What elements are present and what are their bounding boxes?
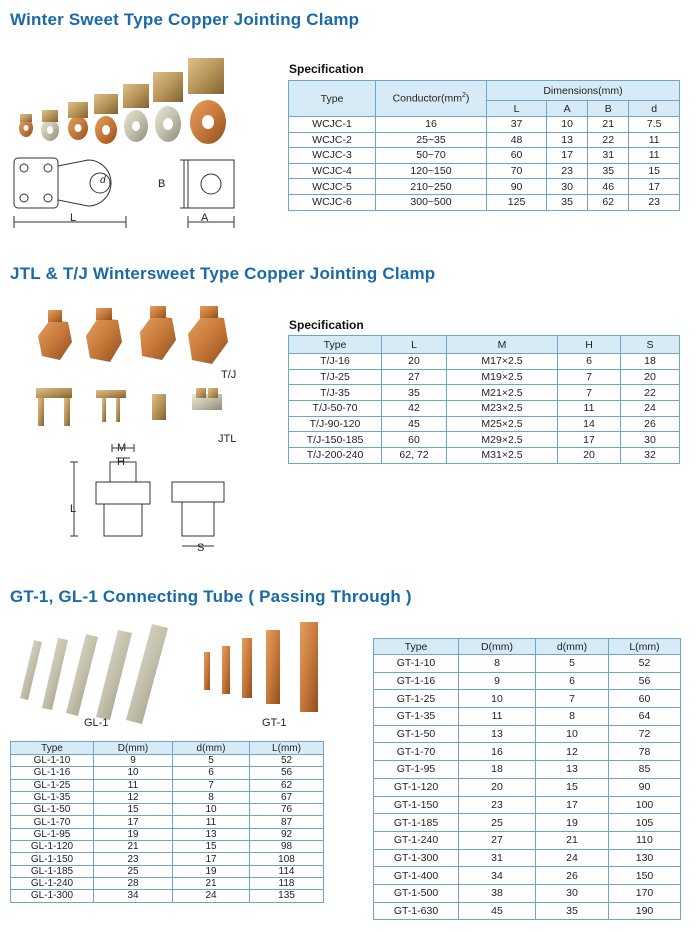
table-row [374,743,681,761]
table-cell: 90 [609,778,681,796]
table-cell: 23 [94,853,173,865]
table-row [289,416,680,432]
header-m: M [447,336,558,354]
drawing-label-b: B [158,178,166,190]
table-cell: GT-1-95 [374,761,459,779]
table-row [374,708,681,726]
header-dimensions: Dimensions(mm) [487,81,680,101]
table-cell: 11 [629,148,680,164]
table-cell: 35 [382,385,447,401]
drawing-label-s: S [197,542,205,554]
table-cell: 120~150 [376,163,487,179]
table-cell: GT-1-300 [374,849,459,867]
table-cell: 11 [94,779,173,791]
jtl-product-photo [30,380,230,430]
table-cell: 114 [250,865,324,877]
table-cell: 20 [459,778,536,796]
table-cell: WCJC-2 [289,132,376,148]
table-cell: GT-1-240 [374,831,459,849]
wcjc-product-photo [8,40,248,160]
table-cell: 8 [459,655,536,673]
table-row [11,828,324,840]
table-row [11,877,324,889]
gl-spec-table [10,741,324,903]
table-row [11,804,324,816]
header-outer-d: D(mm) [459,639,536,655]
jtl-technical-drawing [60,442,240,552]
table-row [11,791,324,803]
table-cell: GL-1-185 [11,865,94,877]
table-cell: 25~35 [376,132,487,148]
table-cell: 30 [621,432,680,448]
table-cell: 52 [250,755,324,767]
table-cell: 21 [588,117,629,133]
table-cell: 64 [609,708,681,726]
table-row [374,796,681,814]
table-cell: GT-1-35 [374,708,459,726]
table-row [289,369,680,385]
table-row [374,655,681,673]
table-cell: 27 [459,831,536,849]
caption-jtl: JTL [218,433,237,445]
table-cell: 50~70 [376,148,487,164]
table-cell: 21 [536,831,609,849]
caption-gt: GT-1 [262,717,287,729]
table-row [289,117,680,133]
table-row [289,432,680,448]
table-cell: 6 [536,672,609,690]
table-cell: 35 [536,902,609,920]
table-cell: M17×2.5 [447,354,558,370]
table-cell: 13 [173,828,250,840]
table-cell: 100 [609,796,681,814]
header-s: S [621,336,680,354]
table-cell: GL-1-120 [11,841,94,853]
table-cell: GL-1-35 [11,791,94,803]
table-cell: 105 [609,814,681,832]
table-cell: 31 [459,849,536,867]
table-row [374,814,681,832]
table-cell: 18 [459,761,536,779]
table-cell: 45 [459,902,536,920]
table-cell: 10 [459,690,536,708]
table-cell: 90 [487,179,547,195]
table-cell: 60 [487,148,547,164]
table-cell: 19 [94,828,173,840]
table-cell: 23 [459,796,536,814]
table-cell: 21 [94,841,173,853]
table-cell: 37 [487,117,547,133]
table-cell: 35 [547,194,588,210]
table-cell: 25 [94,865,173,877]
drawing-label-h: H [117,456,125,468]
table-cell: 42 [382,401,447,417]
table-cell: GL-1-240 [11,877,94,889]
table-cell: 13 [459,725,536,743]
table-cell: 11 [629,132,680,148]
table-cell: 7 [536,690,609,708]
table-cell: 17 [558,432,621,448]
header-type: Type [289,336,382,354]
gl-table-body [11,755,324,903]
table-cell: 16 [459,743,536,761]
table-cell: 32 [621,448,680,464]
table-cell: 30 [547,179,588,195]
table-cell: 26 [536,867,609,885]
table-row [374,884,681,902]
table-row [289,132,680,148]
table-cell: 118 [250,877,324,889]
table-row [374,672,681,690]
table-cell: 7.5 [629,117,680,133]
table-row [289,401,680,417]
table-cell: 52 [609,655,681,673]
table-cell: 9 [94,755,173,767]
table-row [11,841,324,853]
table-cell: 24 [621,401,680,417]
table-cell: T/J-50-70 [289,401,382,417]
table-cell: 7 [173,779,250,791]
jtl-spec-table [288,335,680,464]
table-cell: T/J-35 [289,385,382,401]
table-cell: GL-1-95 [11,828,94,840]
jtl-spec-label: Specification [289,318,364,332]
table-cell: 87 [250,816,324,828]
table-cell: 30 [536,884,609,902]
table-row [289,385,680,401]
table-cell: 34 [459,867,536,885]
table-cell: 19 [173,865,250,877]
table-cell: GT-1-16 [374,672,459,690]
table-cell: 11 [558,401,621,417]
table-cell: 8 [173,791,250,803]
table-cell: GT-1-150 [374,796,459,814]
wcjc-technical-drawing [8,152,248,232]
table-cell: T/J-16 [289,354,382,370]
table-cell: WCJC-5 [289,179,376,195]
header-b: B [588,101,629,117]
table-cell: 46 [588,179,629,195]
table-row [374,867,681,885]
table-row [11,865,324,877]
table-cell: 56 [609,672,681,690]
table-row [374,725,681,743]
table-cell: 60 [609,690,681,708]
table-cell: 108 [250,853,324,865]
table-cell: GT-1-70 [374,743,459,761]
table-cell: 62, 72 [382,448,447,464]
table-cell: GT-1-120 [374,778,459,796]
table-cell: 24 [536,849,609,867]
drawing-label-m: M [117,442,127,454]
table-row [374,831,681,849]
table-cell: 9 [459,672,536,690]
table-row [374,761,681,779]
table-cell: 17 [547,148,588,164]
table-cell: 72 [609,725,681,743]
table-cell: GL-1-16 [11,767,94,779]
table-cell: 11 [459,708,536,726]
table-cell: 22 [621,385,680,401]
table-cell: 17 [173,853,250,865]
table-cell: GT-1-185 [374,814,459,832]
table-cell: 38 [459,884,536,902]
table-row [11,755,324,767]
table-cell: 170 [609,884,681,902]
header-l: L [382,336,447,354]
table-cell: 25 [459,814,536,832]
table-cell: 10 [536,725,609,743]
table-cell: 17 [629,179,680,195]
table-cell: 78 [609,743,681,761]
table-row [11,890,324,902]
table-cell: 16 [376,117,487,133]
table-cell: T/J-150-185 [289,432,382,448]
header-length: L(mm) [250,742,324,755]
table-cell: 62 [588,194,629,210]
header-type: Type [374,639,459,655]
table-cell: 20 [558,448,621,464]
table-cell: 13 [547,132,588,148]
table-cell: T/J-200-240 [289,448,382,464]
table-cell: GT-1-10 [374,655,459,673]
table-cell: 45 [382,416,447,432]
table-cell: 17 [536,796,609,814]
table-cell: 26 [621,416,680,432]
table-cell: M19×2.5 [447,369,558,385]
table-cell: 10 [173,804,250,816]
table-cell: 5 [536,655,609,673]
table-cell: GL-1-70 [11,816,94,828]
wcjc-table-body [289,117,680,211]
table-row [289,448,680,464]
table-cell: 23 [547,163,588,179]
table-cell: 56 [250,767,324,779]
drawing-label-a: A [201,212,209,224]
table-cell: 21 [173,877,250,889]
table-cell: GL-1-25 [11,779,94,791]
table-row [289,148,680,164]
table-cell: 12 [94,791,173,803]
header-l: L [487,101,547,117]
wcjc-spec-table [288,80,680,211]
header-type: Type [11,742,94,755]
jtl-table-body [289,354,680,464]
table-cell: 15 [173,841,250,853]
table-cell: 31 [588,148,629,164]
gl-tubes-photo [14,620,174,730]
table-cell: 28 [94,877,173,889]
table-row [374,849,681,867]
table-cell: 8 [536,708,609,726]
table-cell: 10 [94,767,173,779]
table-row [11,779,324,791]
table-cell: 27 [382,369,447,385]
table-cell: GT-1-50 [374,725,459,743]
table-cell: 18 [621,354,680,370]
header-d: d [629,101,680,117]
table-cell: 22 [588,132,629,148]
table-cell: 19 [536,814,609,832]
table-cell: 15 [629,163,680,179]
table-cell: 15 [536,778,609,796]
table-cell: 67 [250,791,324,803]
table-cell: GL-1-50 [11,804,94,816]
table-cell: 125 [487,194,547,210]
wcjc-spec-label: Specification [289,62,364,76]
table-cell: GL-1-150 [11,853,94,865]
table-cell: 6 [173,767,250,779]
header-h: H [558,336,621,354]
table-cell: 150 [609,867,681,885]
caption-gl: GL-1 [84,717,109,729]
table-cell: 6 [558,354,621,370]
section-title-wcjc: Winter Sweet Type Copper Jointing Clamp [10,10,360,29]
table-cell: 35 [588,163,629,179]
header-outer-d: D(mm) [94,742,173,755]
table-cell: 92 [250,828,324,840]
table-cell: 13 [536,761,609,779]
table-cell: 23 [629,194,680,210]
table-cell: 11 [173,816,250,828]
drawing-label-l: L [70,212,77,224]
gt-spec-table [373,638,681,920]
table-cell: 210~250 [376,179,487,195]
table-cell: 76 [250,804,324,816]
header-inner-d: d(mm) [536,639,609,655]
table-cell: 20 [621,369,680,385]
section-title-jtl: JTL & T/J Wintersweet Type Copper Jointing Clamp [10,264,436,283]
table-cell: 20 [382,354,447,370]
table-row [289,354,680,370]
table-cell: 62 [250,779,324,791]
table-cell: M25×2.5 [447,416,558,432]
table-cell: WCJC-6 [289,194,376,210]
table-row [289,163,680,179]
table-row [11,767,324,779]
table-row [374,778,681,796]
header-inner-d: d(mm) [173,742,250,755]
table-cell: WCJC-1 [289,117,376,133]
drawing-label-d: d [100,175,106,186]
table-cell: 110 [609,831,681,849]
table-row [374,902,681,920]
table-cell: 17 [94,816,173,828]
table-cell: 34 [94,890,173,902]
table-cell: 98 [250,841,324,853]
table-row [11,816,324,828]
table-cell: M21×2.5 [447,385,558,401]
table-cell: GT-1-500 [374,884,459,902]
gt-tubes-photo [200,620,340,720]
table-cell: M29×2.5 [447,432,558,448]
table-cell: 300~500 [376,194,487,210]
table-cell: 60 [382,432,447,448]
gt-table-body [374,655,681,920]
header-a: A [547,101,588,117]
table-cell: 130 [609,849,681,867]
table-row [289,194,680,210]
table-row [11,853,324,865]
table-cell: 5 [173,755,250,767]
table-cell: 15 [94,804,173,816]
tj-product-photo [30,306,230,376]
table-cell: M31×2.5 [447,448,558,464]
table-cell: 48 [487,132,547,148]
table-cell: T/J-90-120 [289,416,382,432]
table-cell: GL-1-10 [11,755,94,767]
table-cell: 190 [609,902,681,920]
drawing-label-l-jtl: L [70,503,77,515]
section-title-tube: GT-1, GL-1 Connecting Tube ( Passing Through ) [10,587,412,606]
header-length: L(mm) [609,639,681,655]
table-cell: 135 [250,890,324,902]
table-cell: T/J-25 [289,369,382,385]
header-type: Type [289,81,376,117]
table-cell: GL-1-300 [11,890,94,902]
table-cell: 10 [547,117,588,133]
table-cell: WCJC-3 [289,148,376,164]
table-cell: 7 [558,369,621,385]
table-cell: 70 [487,163,547,179]
table-cell: 85 [609,761,681,779]
table-cell: 24 [173,890,250,902]
table-cell: GT-1-630 [374,902,459,920]
table-row [374,690,681,708]
table-cell: M23×2.5 [447,401,558,417]
table-row [289,179,680,195]
table-cell: GT-1-25 [374,690,459,708]
table-cell: 14 [558,416,621,432]
header-conductor: $Conductor(mm^2)$ [376,81,487,117]
table-cell: 12 [536,743,609,761]
table-cell: 7 [558,385,621,401]
table-cell: GT-1-400 [374,867,459,885]
table-cell: WCJC-4 [289,163,376,179]
caption-tj: T/J [221,369,237,381]
